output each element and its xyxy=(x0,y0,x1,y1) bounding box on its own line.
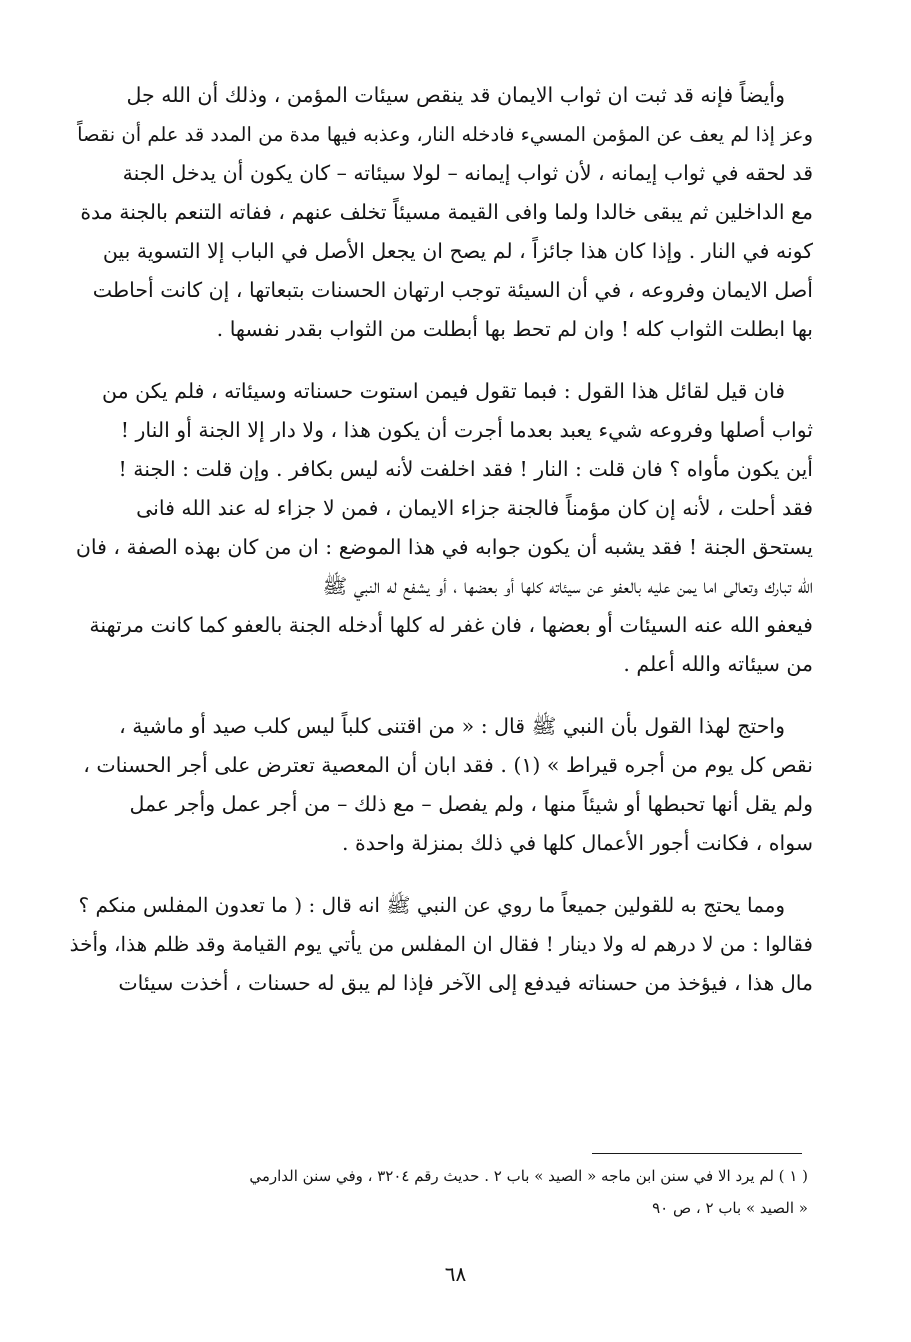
text-line: فقد أحلت ، لأنه إن كان مؤمناً فالجنة جزاء الايمان ، فمن لا جزاء له عند الله فانى xyxy=(136,496,813,520)
text-line: أصل الايمان وفروعه ، في أن السيئة توجب ارتهان الحسنات بتبعاتها ، إن كانت أحاطت xyxy=(92,278,813,302)
text-line: مال هذا ، فيؤخذ من حسناته فيدفع إلى الآخر فإذا لم يبق له حسنات ، أخذت سيئات xyxy=(118,971,813,995)
text-line: فيعفو الله عنه السيئات أو بعضها ، فان غفر له كلها أدخله الجنة بالعفو كما كانت مرتهنة xyxy=(89,613,813,637)
paragraph-4 xyxy=(68,886,813,1003)
text-line: كونه في النار . وإذا كان هذا جائزاً ، لم يصح ان يجعل الأصل في الباب إلا التسوية بين xyxy=(102,239,813,263)
paragraph-3 xyxy=(68,707,813,863)
footnote xyxy=(90,1160,808,1224)
text-line: وعز إذا لم يعف عن المؤمن المسيء فادخله النار، وعذبه فيها مدة من المدد قد علم أن نقصاً xyxy=(77,123,813,146)
text-line: فقالوا : من لا درهم له ولا دينار ! فقال ان المفلس من يأتي يوم القيامة وقد ظلم هذا، وأخذ xyxy=(69,932,813,956)
footnote-line: ( ١ ) لم يرد الا في سنن ابن ماجه « الصيد » باب ٢ . حديث رقم ٣٢٠٤ ، وفي سنن الدارمي xyxy=(249,1167,808,1185)
page-body xyxy=(68,76,813,1026)
text-line: بها ابطلت الثواب كله ! وان لم تحط بها أبطلت من الثواب بقدر نفسها . xyxy=(216,317,813,341)
paragraph-2 xyxy=(68,372,813,684)
text-line: ومما يحتج به للقولين جميعاً ما روي عن النبي ﷺ انه قال : ( ما تعدون المفلس منكم ؟ xyxy=(78,893,785,917)
text-line: نقص كل يوم من أجره قيراط » (١) . فقد ابان أن المعصية تعترض على أجر الحسنات ، xyxy=(83,753,813,777)
page-number: ٦٨ xyxy=(444,1262,467,1286)
text-line: وأيضاً فإنه قد ثبت ان ثواب الايمان قد ينقص سيئات المؤمن ، وذلك أن الله جل xyxy=(126,83,785,107)
footnote-line: « الصيد » باب ٢ ، ص ٩٠ xyxy=(652,1199,808,1217)
paragraph-1 xyxy=(68,76,813,349)
text-line: مع الداخلين ثم يبقى خالدا ولما وافى القيمة مسيئاً تخلف عنهم ، ففاته التنعم بالجنة مدة xyxy=(80,200,813,224)
text-line: فان قيل لقائل هذا القول : فبما تقول فيمن استوت حسناته وسيئاته ، فلم يكن من xyxy=(102,379,785,403)
text-line: يستحق الجنة ! فقد يشبه أن يكون جوابه في هذا الموضع : ان من كان بهذه الصفة ، فان xyxy=(75,535,813,559)
text-line: من سيئاته والله أعلم . xyxy=(623,652,813,676)
text-line: ولم يقل أنها تحبطها أو شيئاً منها ، ولم يفصل – مع ذلك – من أجر عمل وأجر عمل xyxy=(129,792,813,816)
footnote-separator xyxy=(592,1153,802,1154)
text-line: سواه ، فكانت أجور الأعمال كلها في ذلك بمنزلة واحدة . xyxy=(341,831,813,855)
text-line: قد لحقه في ثواب إيمانه ، لأن ثواب إيمانه – لولا سيئاته – كان يكون أن يدخل الجنة xyxy=(122,161,813,185)
text-line: الله تبارك وتعالى اما يمن عليه بالعفو عن سيئاته كلها أو بعضها ، أو يشفع له النبي ﷺ xyxy=(322,574,813,598)
text-line: أين يكون مأواه ؟ فان قلت : النار ! فقد اخلفت لأنه ليس بكافر . وإن قلت : الجنة ! xyxy=(118,457,813,481)
text-line: ثواب أصلها وفروعه شيء يعبد بعدما أجرت أن يكون هذا ، ولا دار إلا الجنة أو النار ! xyxy=(120,418,813,442)
text-line: واحتج لهذا القول بأن النبي ﷺ قال : « من اقتنى كلباً ليس كلب صيد أو ماشية ، xyxy=(119,714,785,738)
